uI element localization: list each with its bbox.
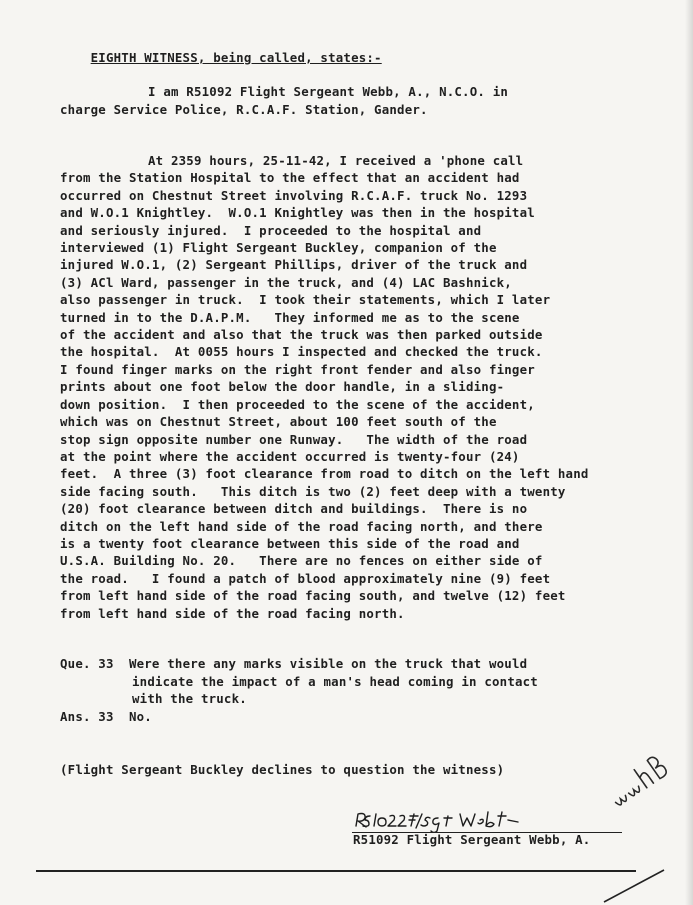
statement-line: U.S.A. Building No. 20. There are no fences on either side of <box>60 553 543 569</box>
question-text: Were there any marks visible on the truck that would <box>128 656 528 671</box>
statement-line: down position. I then proceeded to the scene of the accident, <box>60 396 535 412</box>
statement-line: (20) foot clearance between ditch and buildings. There is no <box>60 501 528 517</box>
statement-line: interviewed (1) Flight Sergeant Buckley, companion of the <box>60 240 497 256</box>
declines-note: (Flight Sergeant Buckley declines to question the witness) <box>60 762 505 777</box>
statement-line: the road. I found a patch of blood approximately nine (9) feet <box>60 570 551 586</box>
statement-line: and seriously injured. I proceeded to the hospital and <box>60 222 482 238</box>
question-line-3: with the truck. <box>132 691 247 706</box>
statement-line: is a twenty foot clearance between this side of the road and <box>60 535 520 551</box>
statement-line: (3) ACl Ward, passenger in the truck, and (4) LAC Bashnick, <box>60 274 512 290</box>
witness-heading <box>60 34 382 82</box>
statement-paragraph <box>60 152 660 622</box>
statement-line: at the point where the accident occurred is twenty-four (24) <box>60 448 520 464</box>
statement-line: stop sign opposite number one Runway. The width of the road <box>60 431 528 447</box>
statement-line: from the Station Hospital to the effect that an accident had <box>60 170 520 186</box>
statement-line: and W.O.1 Knightley. W.O.1 Knightley was then in the hospital <box>60 205 535 221</box>
heading-text: EIGHTH WITNESS, being called, states:- <box>90 50 382 65</box>
answer-label: Ans. 33 <box>60 708 114 724</box>
statement-line: the hospital. At 0055 hours I inspected and checked the truck. <box>60 344 543 360</box>
page-edge <box>685 0 693 905</box>
answer-line <box>60 708 660 726</box>
question-line-2: indicate the impact of a man's head coming in contact <box>132 673 538 689</box>
bottom-rule <box>36 870 636 872</box>
statement-line: I found finger marks on the right front fender and also finger <box>60 361 535 377</box>
statement-line: At 2359 hours, 25-11-42, I received a 'phone call <box>148 153 524 168</box>
statement-line: of the accident and also that the truck was then parked outside <box>60 327 543 343</box>
statement-line: ditch on the left hand side of the road facing north, and there <box>60 518 543 534</box>
typed-signature: R51092 Flight Sergeant Webb, A. <box>353 832 591 847</box>
corner-slash-mark <box>600 866 670 905</box>
statement-line: occurred on Chestnut Street involving R.C.A.F. truck No. 1293 <box>60 187 528 203</box>
statement-line: feet. A three (3) foot clearance from road to ditch on the left hand <box>60 466 589 482</box>
handwritten-signature <box>352 808 622 832</box>
statement-line: from left hand side of the road facing north. <box>60 605 405 621</box>
statement-line: turned in to the D.A.P.M. They informed me as to the scene <box>60 309 520 325</box>
margin-initials <box>598 742 688 815</box>
signature-line <box>352 808 622 833</box>
statement-line: from left hand side of the road facing south, and twelve (12) feet <box>60 588 566 604</box>
statement-line: also passenger in truck. I took their statements, which I later <box>60 292 551 308</box>
statement-line: prints about one foot below the door handle, in a sliding- <box>60 379 505 395</box>
question-line-1 <box>60 655 660 673</box>
intro-line-2: charge Service Police, R.C.A.F. Station, Gander. <box>60 102 428 117</box>
statement-line: which was on Chestnut Street, about 100 feet south of the <box>60 414 497 430</box>
handwritten-initials-mark <box>598 742 688 812</box>
question-block <box>60 655 660 725</box>
intro-line-1: I am R51092 Flight Sergeant Webb, A., N.C.O. in <box>148 84 509 99</box>
question-label: Que. 33 <box>60 656 114 671</box>
statement-line: injured W.O.1, (2) Sergeant Phillips, driver of the truck and <box>60 257 528 273</box>
answer-text: No. <box>128 708 152 724</box>
statement-line: side facing south. This ditch is two (2) feet deep with a twenty <box>60 483 566 499</box>
